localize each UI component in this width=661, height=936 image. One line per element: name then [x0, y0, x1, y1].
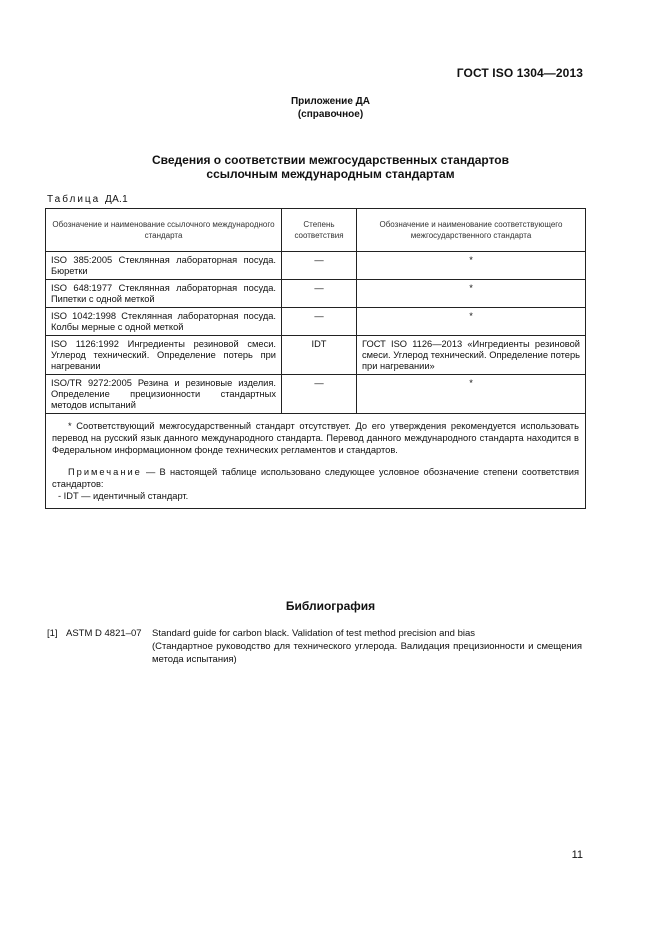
page-number: 11	[571, 849, 583, 861]
cell-degree: —	[282, 280, 357, 308]
cell-degree: —	[282, 308, 357, 336]
bibliography-title: Библиография	[285, 599, 376, 613]
table-note	[52, 466, 579, 490]
document-title-line-2: ссылочным международным стандартам	[206, 167, 455, 181]
cell-reference: ISO 1126:1992 Ингредиенты резиновой смеси. Углерод технический. Определение потерь при нагревании	[46, 336, 282, 375]
cell-degree: IDT	[282, 336, 357, 375]
table-footnote-row	[46, 414, 586, 509]
table-label-word: Таблица	[47, 194, 101, 205]
table-row	[46, 308, 586, 336]
table-row	[46, 280, 586, 308]
table-header-row	[46, 209, 586, 252]
note-text: — В настоящей таблице использовано следующее условное обозначение степени соответствия стандартов:	[52, 467, 579, 489]
cell-degree: —	[282, 252, 357, 280]
cell-reference: ISO 648:1977 Стеклянная лабораторная посуда. Пипетки с одной меткой	[46, 280, 282, 308]
annex-subtitle: (справочное)	[297, 109, 364, 120]
cell-national: ГОСТ ISO 1126—2013 «Ингредиенты резиновой смеси. Углерод технический. Определение потерь при нагревании»	[357, 336, 586, 375]
table-footnote: * Соответствующий межгосударственный стандарт отсутствует. До его утверждения рекомендуется использовать перевод на русский язык данного международного стандарта. Перевод данного международного стандарта находится в Федеральном информационном фонде технических регламентов и стандартов.	[52, 421, 579, 455]
annex-title: Приложение ДА	[290, 96, 371, 107]
table-row	[46, 252, 586, 280]
cell-national: *	[357, 280, 586, 308]
header-degree: Степень соответствия	[282, 209, 357, 252]
header-national-standard: Обозначение и наименование соответствующего межгосударственного стандарта	[357, 209, 586, 252]
bibliography-entry-number: [1]	[47, 628, 58, 639]
table-row	[46, 336, 586, 375]
note-word: Примечание	[68, 467, 142, 477]
cell-national: *	[357, 375, 586, 414]
table-label	[47, 194, 128, 205]
cell-reference: ISO 1042:1998 Стеклянная лабораторная посуда. Колбы мерные с одной меткой	[46, 308, 282, 336]
document-title	[0, 153, 661, 181]
document-title-line-1: Сведения о соответствии межгосударственных стандартов	[152, 153, 509, 167]
bibliography-entry-code: ASTM D 4821–07	[66, 628, 142, 639]
cell-national: *	[357, 308, 586, 336]
bibliography-entry-title: Standard guide for carbon black. Validation of test method precision and bias	[152, 628, 476, 639]
correspondence-table	[45, 208, 586, 509]
note-item: - IDT — идентичный стандарт.	[58, 491, 189, 501]
bibliography-entry-translation: (Стандартное руководство для технического углерода. Валидация прецизионности и смещения метода испытания)	[152, 641, 582, 665]
table-footnote-cell	[46, 414, 586, 509]
table-label-number: ДА.1	[105, 194, 128, 205]
cell-reference: ISO/TR 9272:2005 Резина и резиновые изделия. Определение прецизионности стандартных методов испытаний	[46, 375, 282, 414]
standard-code: ГОСТ ISO 1304—2013	[456, 66, 583, 80]
cell-national: *	[357, 252, 586, 280]
cell-reference: ISO 385:2005 Стеклянная лабораторная посуда. Бюретки	[46, 252, 282, 280]
cell-degree: —	[282, 375, 357, 414]
header-reference-standard: Обозначение и наименование ссылочного международного стандарта	[46, 209, 282, 252]
table-row	[46, 375, 586, 414]
bibliography-entry	[152, 627, 582, 666]
